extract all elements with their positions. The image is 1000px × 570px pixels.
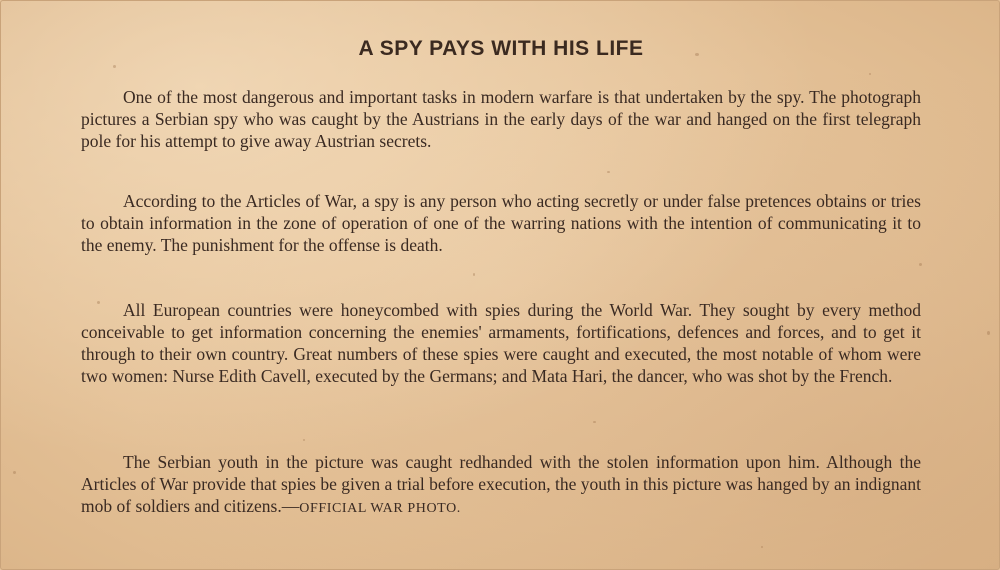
- paragraph-serbian-youth-text: The Serbian youth in the picture was caught redhanded with the stolen information upon him. Although the Articles of War provide that spies be given a trial before execution, the youth in this picture was hanged by an indignant mob of soldiers and citizens.—: [81, 452, 921, 516]
- paper-speck: [13, 471, 16, 474]
- paper-speck: [113, 65, 116, 68]
- paper-speck: [919, 263, 922, 266]
- paragraph-articles-of-war: According to the Articles of War, a spy is any person who acting secretly or under false pretences obtains or tries to obtain information in the zone of operation of one of the warring nations with the intention of communicating it to the enemy. The punishment for the offense is death.: [81, 191, 921, 255]
- paper-speck: [761, 546, 763, 548]
- paper-speck: [987, 331, 990, 335]
- paper-speck: [303, 439, 305, 441]
- document-title: A SPY PAYS WITH HIS LIFE: [358, 37, 644, 60]
- paragraph-serbian-youth: [81, 451, 921, 520]
- paper-speck: [607, 171, 610, 173]
- paper-speck: [869, 73, 871, 75]
- paragraph-european-spies: All European countries were honeycombed with spies during the World War. They sought by every method conceivable to get information concerning the enemies' armaments, fortifications, defences and forces, and to get it through to their own country. Great numbers of these spies were caught and executed, the most notable of whom were two women: Nurse Edith Cavell, executed by the Germans; and Mata Hari, the dancer, who was shot by the French.: [81, 300, 921, 386]
- paragraph-spy-task: One of the most dangerous and important tasks in modern warfare is that undertaken by the spy. The photograph pictures a Serbian spy who was caught by the Austrians in the early days of the war and hanged on the first telegraph pole for his attempt to give away Austrian secrets.: [81, 87, 921, 151]
- paper-speck: [473, 273, 475, 276]
- photo-credit: OFFICIAL WAR PHOTO.: [299, 501, 461, 516]
- paper-speck: [593, 421, 596, 423]
